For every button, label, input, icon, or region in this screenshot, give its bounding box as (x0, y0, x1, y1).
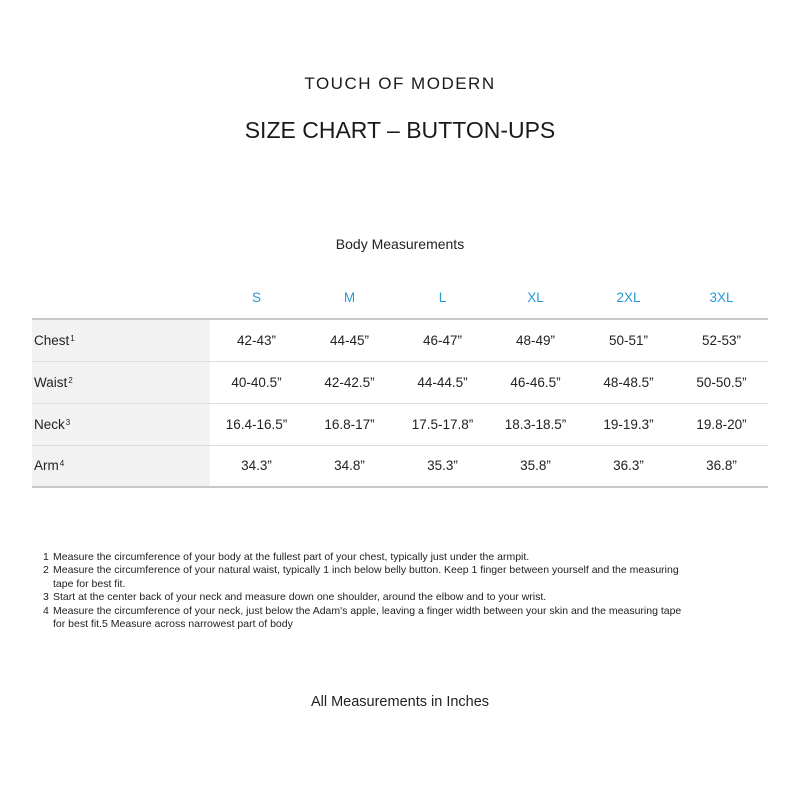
brand-logo-text: TOUCH OF MODERN (304, 74, 496, 93)
size-header-row (32, 276, 768, 319)
size-chart-table (32, 276, 768, 488)
page-title: SIZE CHART – BUTTON-UPS (244, 117, 556, 143)
row-label-text: Chest (34, 332, 70, 348)
footnote-item (43, 564, 683, 591)
table-cell: 50-50.5” (675, 361, 768, 403)
row-label-arm (32, 445, 210, 487)
footnote-number: 4 (43, 604, 49, 617)
table-cell: 46-47” (396, 319, 489, 361)
table-cell: 46-46.5” (489, 361, 582, 403)
footnote-number: 3 (43, 591, 49, 604)
table-cell: 19.8-20” (675, 403, 768, 445)
size-header-empty (32, 276, 210, 319)
footnote-marker: 2 (68, 375, 73, 385)
table-cell: 50-51” (582, 319, 675, 361)
section-label: Body Measurements (335, 236, 465, 252)
table-row-chest (32, 319, 768, 361)
row-label-text: Arm (34, 458, 59, 474)
footnote-text: Measure the circumference of your natural waist, typically 1 inch below belly button. Keep 1 finger between yourself and the measuring tape for best fit. (53, 564, 679, 590)
footnote-number: 2 (43, 564, 49, 577)
table-row-waist (32, 361, 768, 403)
size-header: M (303, 276, 396, 319)
size-header: XL (489, 276, 582, 319)
size-header: 3XL (675, 276, 768, 319)
table-cell: 44-44.5” (396, 361, 489, 403)
table-cell: 34.8” (303, 445, 396, 487)
table-cell: 17.5-17.8” (396, 403, 489, 445)
footnote-marker: 3 (65, 417, 71, 427)
units-footer: All Measurements in Inches (310, 694, 490, 710)
row-label-chest (32, 319, 210, 361)
footnote-text: Measure the circumference of your body at the fullest part of your chest, typically just under the armpit. (53, 551, 530, 563)
size-chart-table-wrap (32, 276, 768, 488)
footnote-marker: 1 (70, 333, 75, 343)
table-cell: 16.8-17” (303, 403, 396, 445)
table-cell: 44-45” (303, 319, 396, 361)
table-cell: 36.8” (675, 445, 768, 487)
row-label-neck (32, 403, 210, 445)
size-header: S (210, 276, 303, 319)
footnote-text: Start at the center back of your neck and measure down one shoulder, around the elbow and to your wrist. (53, 591, 547, 604)
table-cell: 35.8” (489, 445, 582, 487)
table-cell: 48-49” (489, 319, 582, 361)
table-cell: 34.3” (210, 445, 303, 487)
table-cell: 18.3-18.5” (489, 403, 582, 445)
size-header: L (396, 276, 489, 319)
table-cell: 35.3” (396, 445, 489, 487)
footnotes (43, 551, 683, 631)
footnote-item (43, 605, 683, 632)
row-label-text: Waist (34, 374, 68, 390)
table-cell: 36.3” (582, 445, 675, 487)
size-header: 2XL (582, 276, 675, 319)
table-row-arm (32, 445, 768, 487)
row-label-waist (32, 361, 210, 403)
table-cell: 19-19.3” (582, 403, 675, 445)
table-cell: 40-40.5” (210, 361, 303, 403)
footnote-text: Measure the circumference of your neck, just below the Adam's apple, leaving a finger width between your skin and the measuring tape for best fit.5 Measure across narrowest part of body (53, 604, 682, 631)
table-cell: 52-53” (675, 319, 768, 361)
footnote-item (43, 551, 683, 564)
footnote-number: 1 (43, 551, 49, 563)
table-cell: 16.4-16.5” (210, 403, 303, 445)
table-cell: 42-42.5” (303, 361, 396, 403)
footnote-item (43, 591, 683, 604)
table-cell: 48-48.5” (582, 361, 675, 403)
table-row-neck (32, 403, 768, 445)
table-cell: 42-43” (210, 319, 303, 361)
row-label-text: Neck (34, 416, 65, 432)
footnote-marker: 4 (59, 459, 65, 469)
